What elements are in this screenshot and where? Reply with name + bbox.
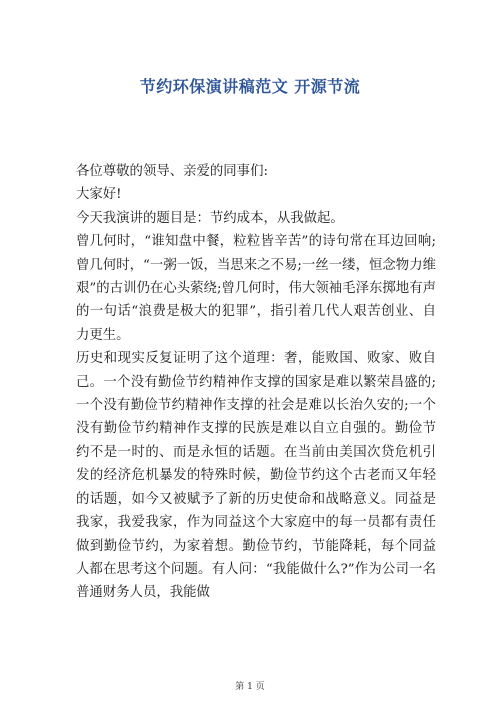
paragraph-greeting: 大家好!: [76, 187, 122, 203]
paragraph-thrift-argument: 历史和现实反复证明了这个道理：奢，能败国、败家、败自己。一个没有勤俭节约精神作支撑的国家是难以繁荣昌盛的;一个没有勤俭节约精神作支撑的社会是难以长治久安的;一个没有勤俭节约精神作支撑的民族是难以自立自强的。勤俭节约不是一时的、而是永恒的话题。在当前由美国次贷危机引发的经济危机暴发的特殊时候，勤俭节约这个古老而又年轻的话题，如今又被赋予了新的历史使命和战略意义。同益是我家，我爱我家，作为同益这个大家庭中的每一员都有责任做到勤俭节约，为家着想。勤俭节约，节能降耗，每个同益人都在思考这个问题。有人问：“我能做什么?”作为公司一名普通财务人员，我能做: [76, 351, 436, 601]
document-title: 节约环保演讲稿范文 开源节流: [139, 77, 361, 96]
page-number: 第 1 页: [235, 682, 265, 692]
paragraph-topic: 今天我演讲的题目是：节约成本，从我做起。: [76, 210, 344, 226]
document-body: [76, 160, 436, 605]
paragraph-salutation: 各位尊敬的领导、亲爱的同事们:: [76, 164, 268, 179]
paragraph-history-quotes: 曾几何时，“谁知盘中餐，粒粒皆辛苦”的诗句常在耳边回响;曾几何时，“一粥一饭，当思来之不易;一丝一缕，恒念物力维艰”的古训仍在心头萦绕;曾几何时，伟大领袖毛泽东掷地有声的一句话“浪费是极大的犯罪”，指引着几代人艰苦创业、自力更生。: [76, 234, 436, 343]
